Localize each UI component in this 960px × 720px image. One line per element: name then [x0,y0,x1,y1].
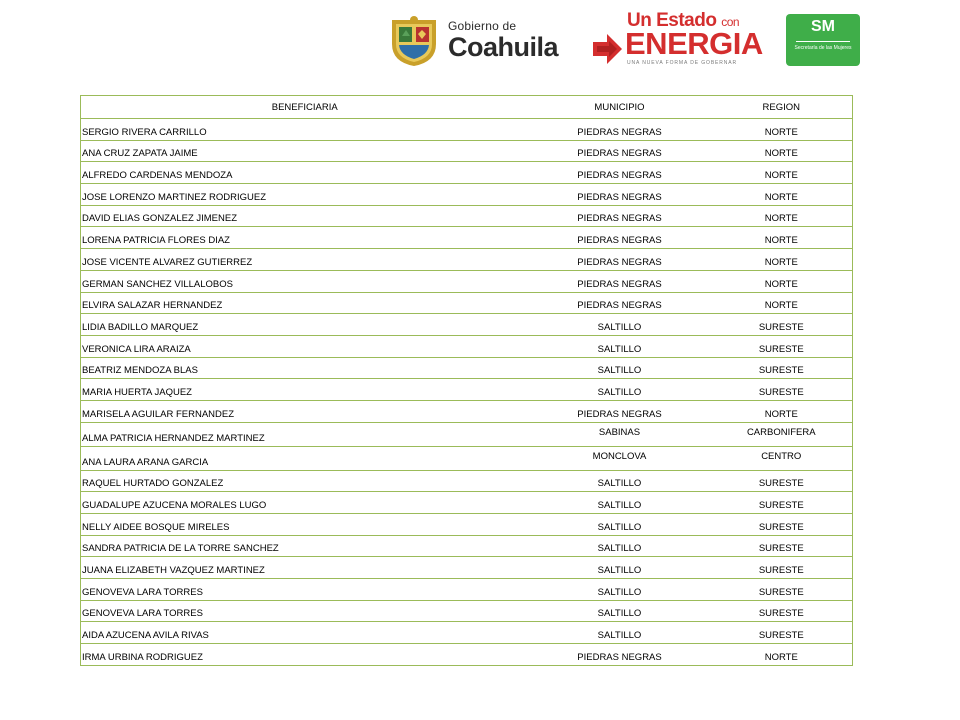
region-cell: NORTE [711,400,853,422]
region-cell: NORTE [711,162,853,184]
table-row [81,622,853,644]
table-row [81,249,853,271]
region-cell: NORTE [711,249,853,271]
table-row [81,579,853,601]
table-row [81,600,853,622]
region-cell: NORTE [711,119,853,141]
region-cell: NORTE [711,270,853,292]
municipio-cell: PIEDRAS NEGRAS [529,249,711,271]
table-header-row [81,96,853,119]
municipio-cell: PIEDRAS NEGRAS [529,205,711,227]
municipio-cell: SABINAS [529,422,711,446]
beneficiaria-cell: ALFREDO CARDENAS MENDOZA [81,162,529,184]
beneficiaria-cell: AIDA AZUCENA AVILA RIVAS [81,622,529,644]
table-row [81,335,853,357]
column-header-region: REGION [711,96,853,119]
coahuila-big-text: Coahuila [448,32,559,62]
region-cell: SURESTE [711,557,853,579]
energia-subtitle: UNA NUEVA FORMA DE GOBERNAR [627,60,738,66]
coahuila-small-text: Gobierno de [448,19,517,33]
energia-big-text: ENERGIA [625,26,763,61]
municipio-cell: SALTILLO [529,535,711,557]
coat-of-arms-icon [388,14,440,68]
coahuila-logo [388,14,573,72]
table-row [81,205,853,227]
region-cell: SURESTE [711,379,853,401]
beneficiaria-cell: SANDRA PATRICIA DE LA TORRE SANCHEZ [81,535,529,557]
beneficiaria-cell: ANA CRUZ ZAPATA JAIME [81,140,529,162]
beneficiaria-cell: VERONICA LIRA ARAIZA [81,335,529,357]
energia-arrow-icon [591,32,623,66]
beneficiaria-cell: GENOVEVA LARA TORRES [81,600,529,622]
table-row [81,270,853,292]
municipio-cell: SALTILLO [529,622,711,644]
region-cell: CENTRO [711,446,853,470]
region-cell: NORTE [711,292,853,314]
coahuila-wordmark [448,19,558,61]
municipio-cell: PIEDRAS NEGRAS [529,292,711,314]
municipio-cell: SALTILLO [529,314,711,336]
region-cell: NORTE [711,227,853,249]
table-header [81,96,853,119]
region-cell: SURESTE [711,535,853,557]
region-cell: SURESTE [711,579,853,601]
table-row [81,644,853,666]
region-cell: SURESTE [711,314,853,336]
beneficiaria-cell: NELLY AIDEE BOSQUE MIRELES [81,514,529,536]
beneficiaria-cell: RAQUEL HURTADO GONZALEZ [81,470,529,492]
table-row [81,557,853,579]
municipio-cell: SALTILLO [529,579,711,601]
header-logos [388,10,868,72]
table-row [81,162,853,184]
beneficiaria-cell: IRMA URBINA RODRIGUEZ [81,644,529,666]
municipio-cell: PIEDRAS NEGRAS [529,270,711,292]
beneficiaries-table [80,95,853,666]
municipio-cell: PIEDRAS NEGRAS [529,184,711,206]
sm-subtitle: Secretaría de las Mujeres [794,45,852,51]
table-row [81,184,853,206]
beneficiaria-cell: GENOVEVA LARA TORRES [81,579,529,601]
table-row [81,357,853,379]
region-cell: SURESTE [711,492,853,514]
beneficiaria-cell: JOSE LORENZO MARTINEZ RODRIGUEZ [81,184,529,206]
municipio-cell: PIEDRAS NEGRAS [529,162,711,184]
table-row [81,535,853,557]
municipio-cell: PIEDRAS NEGRAS [529,119,711,141]
municipio-cell: SALTILLO [529,557,711,579]
beneficiaria-cell: ELVIRA SALAZAR HERNANDEZ [81,292,529,314]
beneficiaria-cell: LIDIA BADILLO MARQUEZ [81,314,529,336]
municipio-cell: SALTILLO [529,514,711,536]
table-row [81,470,853,492]
beneficiaria-cell: MARISELA AGUILAR FERNANDEZ [81,400,529,422]
region-cell: NORTE [711,184,853,206]
sm-title: SM [811,18,835,35]
region-cell: NORTE [711,205,853,227]
municipio-cell: PIEDRAS NEGRAS [529,644,711,666]
region-cell: SURESTE [711,335,853,357]
municipio-cell: MONCLOVA [529,446,711,470]
table-row [81,292,853,314]
beneficiaria-cell: GUADALUPE AZUCENA MORALES LUGO [81,492,529,514]
region-cell: CARBONIFERA [711,422,853,446]
region-cell: SURESTE [711,600,853,622]
table-row [81,379,853,401]
municipio-cell: PIEDRAS NEGRAS [529,227,711,249]
table-row [81,227,853,249]
energia-line1-text: Un Estado [627,10,717,31]
energia-line1-suffix: con [721,15,740,29]
beneficiaria-cell: ANA LAURA ARANA GARCIA [81,446,529,470]
table-row [81,119,853,141]
column-header-beneficiaria: BENEFICIARIA [81,96,529,119]
sm-divider [796,41,850,42]
region-cell: NORTE [711,140,853,162]
beneficiaria-cell: DAVID ELIAS GONZALEZ JIMENEZ [81,205,529,227]
column-header-municipio: MUNICIPIO [529,96,711,119]
municipio-cell: SALTILLO [529,335,711,357]
municipio-cell: SALTILLO [529,470,711,492]
region-cell: NORTE [711,644,853,666]
municipio-cell: PIEDRAS NEGRAS [529,400,711,422]
beneficiaria-cell: MARIA HUERTA JAQUEZ [81,379,529,401]
table-row [81,422,853,446]
table-row [81,400,853,422]
municipio-cell: SALTILLO [529,357,711,379]
table-row [81,140,853,162]
table-body [81,119,853,666]
beneficiaria-cell: BEATRIZ MENDOZA BLAS [81,357,529,379]
beneficiaries-table-wrap [80,95,852,666]
beneficiaria-cell: SERGIO RIVERA CARRILLO [81,119,529,141]
beneficiaria-cell: JOSE VICENTE ALVAREZ GUTIERREZ [81,249,529,271]
table-row [81,446,853,470]
sm-badge [786,14,860,66]
table-row [81,514,853,536]
beneficiaria-cell: LORENA PATRICIA FLORES DIAZ [81,227,529,249]
region-cell: SURESTE [711,470,853,492]
beneficiaria-cell: ALMA PATRICIA HERNANDEZ MARTINEZ [81,422,529,446]
region-cell: SURESTE [711,357,853,379]
municipio-cell: PIEDRAS NEGRAS [529,140,711,162]
table-row [81,492,853,514]
municipio-cell: SALTILLO [529,600,711,622]
region-cell: SURESTE [711,514,853,536]
beneficiaria-cell: JUANA ELIZABETH VAZQUEZ MARTINEZ [81,557,529,579]
municipio-cell: SALTILLO [529,379,711,401]
beneficiaria-cell: GERMAN SANCHEZ VILLALOBOS [81,270,529,292]
table-row [81,314,853,336]
energia-logo [591,10,761,72]
municipio-cell: SALTILLO [529,492,711,514]
region-cell: SURESTE [711,622,853,644]
